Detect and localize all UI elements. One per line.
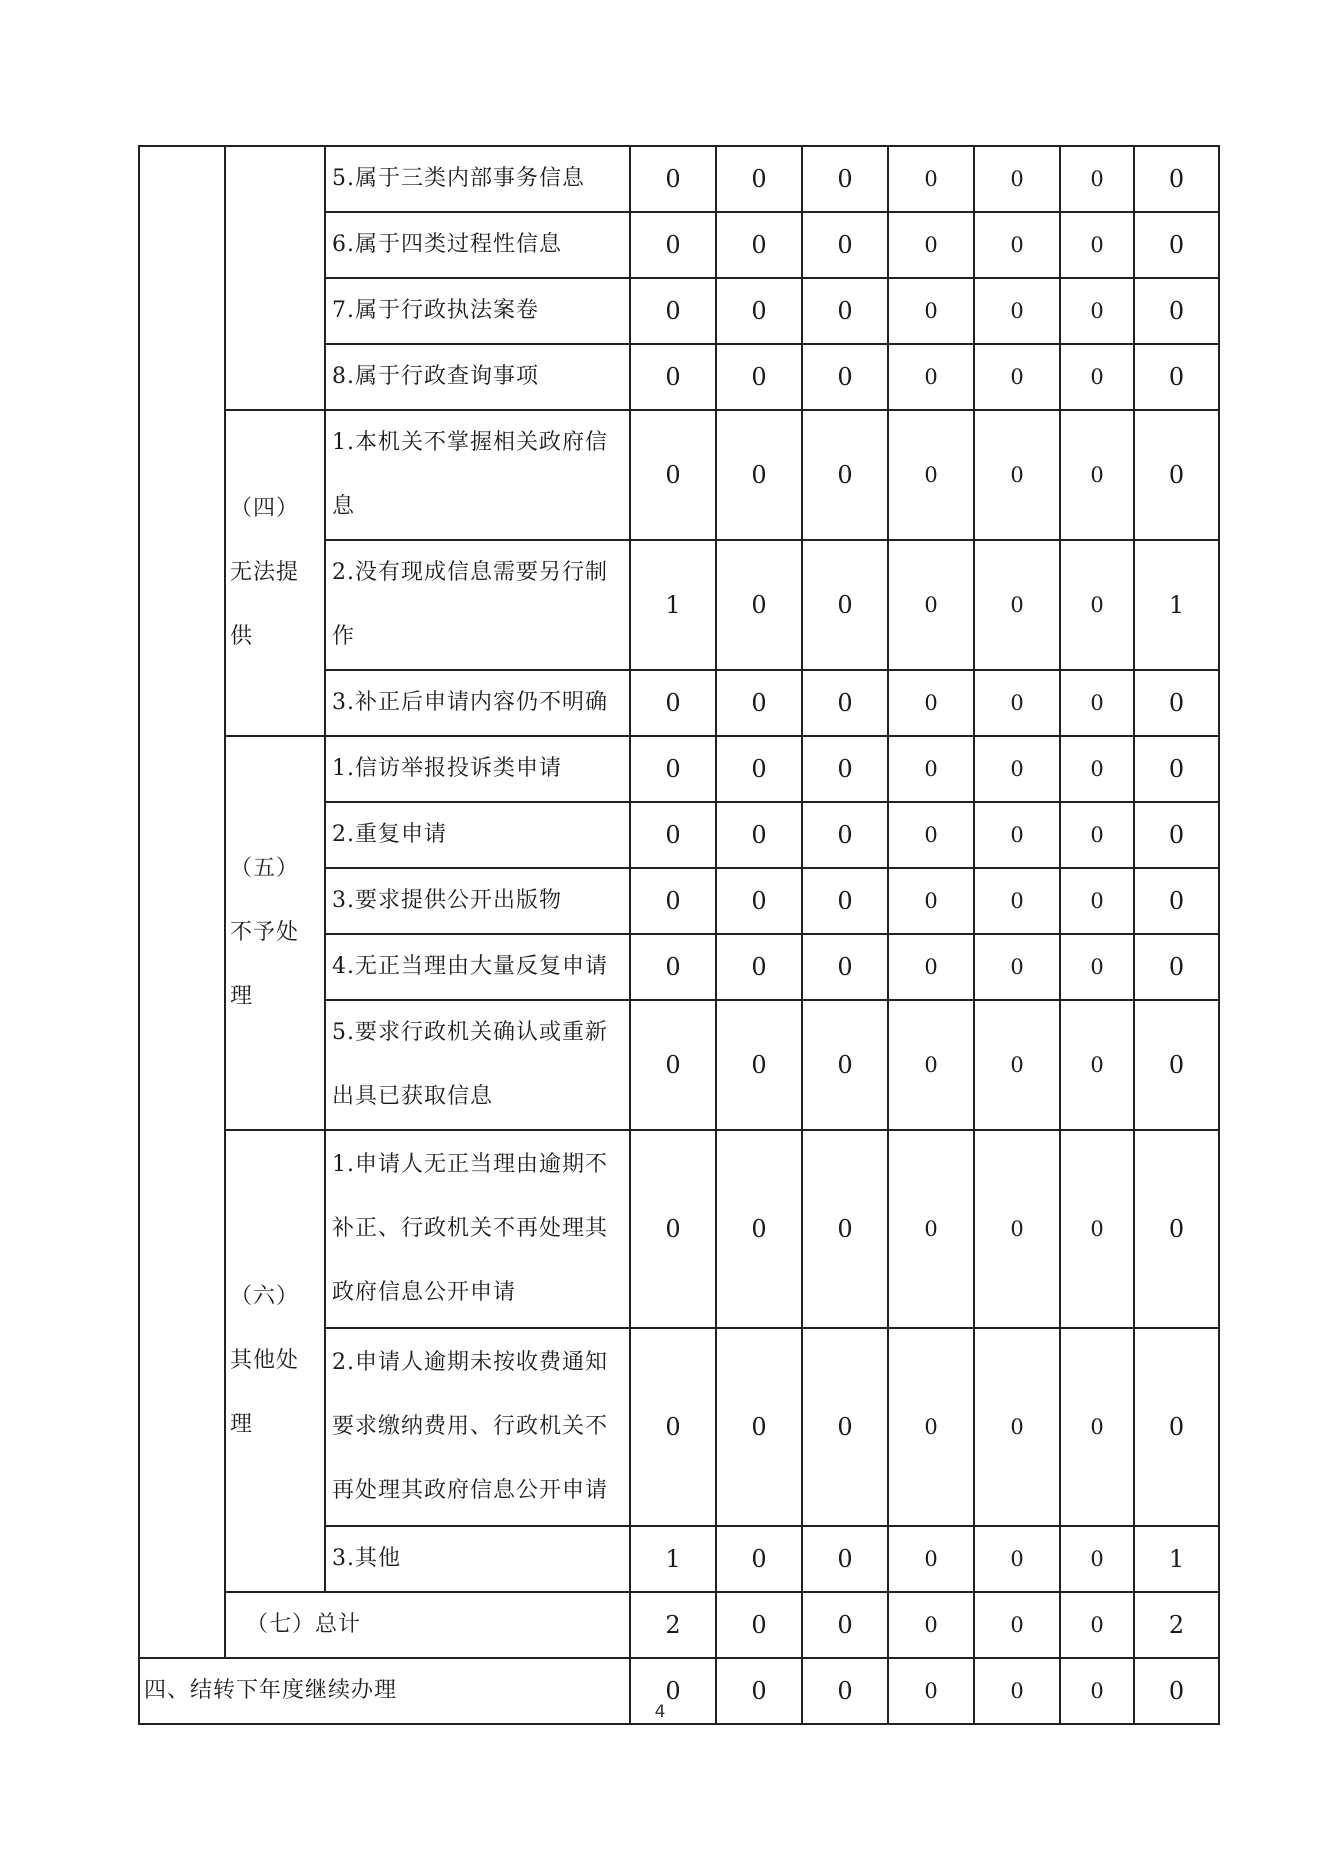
value-cell: 0 (802, 278, 888, 344)
value-cell: 0 (716, 344, 802, 410)
table-row (139, 146, 1219, 212)
outer-category-cell (139, 146, 225, 1658)
value-cell: 0 (716, 736, 802, 802)
value-cell: 0 (1060, 1000, 1134, 1130)
value-cell: 0 (974, 146, 1060, 212)
value-cell: 0 (630, 410, 716, 540)
table-row (139, 736, 1219, 802)
value-cell: 0 (630, 344, 716, 410)
value-cell: 0 (1134, 1658, 1219, 1724)
item-label: 6.属于四类过程性信息 (325, 212, 630, 278)
value-cell: 0 (888, 736, 974, 802)
value-cell: 0 (716, 540, 802, 670)
value-cell: 0 (802, 1130, 888, 1328)
category-label: （六）其他处理 (225, 1130, 325, 1592)
value-cell: 0 (974, 1658, 1060, 1724)
value-cell: 0 (630, 802, 716, 868)
value-cell: 0 (1060, 1526, 1134, 1592)
category-cell-continuation (225, 146, 325, 410)
value-cell: 0 (802, 736, 888, 802)
item-label: 2.申请人逾期未按收费通知要求缴纳费用、行政机关不再处理其政府信息公开申请 (325, 1328, 630, 1526)
value-cell: 0 (974, 410, 1060, 540)
value-cell: 0 (716, 1592, 802, 1658)
value-cell: 1 (630, 1526, 716, 1592)
category-label: （四）无法提供 (225, 410, 325, 736)
value-cell: 0 (1134, 1000, 1219, 1130)
item-label: 5.属于三类内部事务信息 (325, 146, 630, 212)
total-label: （七）总计 (225, 1592, 630, 1658)
statistics-table (138, 145, 1220, 1725)
value-cell: 0 (802, 1328, 888, 1526)
value-cell: 0 (888, 1526, 974, 1592)
value-cell: 0 (888, 868, 974, 934)
value-cell: 0 (888, 410, 974, 540)
value-cell: 0 (630, 1000, 716, 1130)
value-cell: 1 (1134, 540, 1219, 670)
value-cell: 0 (630, 1328, 716, 1526)
value-cell: 0 (888, 1658, 974, 1724)
value-cell: 0 (1134, 802, 1219, 868)
value-cell: 0 (888, 670, 974, 736)
value-cell: 0 (630, 736, 716, 802)
value-cell: 0 (1060, 1592, 1134, 1658)
value-cell: 0 (716, 1658, 802, 1724)
value-cell: 0 (1134, 670, 1219, 736)
value-cell: 0 (716, 278, 802, 344)
value-cell: 0 (630, 1658, 716, 1724)
value-cell: 0 (974, 540, 1060, 670)
value-cell: 0 (1060, 670, 1134, 736)
value-cell: 0 (974, 1130, 1060, 1328)
value-cell: 0 (974, 1328, 1060, 1526)
value-cell: 2 (1134, 1592, 1219, 1658)
value-cell: 0 (974, 1526, 1060, 1592)
item-label: 2.没有现成信息需要另行制作 (325, 540, 630, 670)
value-cell: 0 (802, 540, 888, 670)
value-cell: 0 (888, 278, 974, 344)
value-cell: 0 (630, 868, 716, 934)
value-cell: 0 (802, 868, 888, 934)
item-label: 7.属于行政执法案卷 (325, 278, 630, 344)
value-cell: 0 (716, 1000, 802, 1130)
value-cell: 0 (974, 344, 1060, 410)
value-cell: 0 (1134, 344, 1219, 410)
value-cell: 0 (1060, 146, 1134, 212)
value-cell: 0 (630, 212, 716, 278)
value-cell: 0 (888, 212, 974, 278)
item-label: 8.属于行政查询事项 (325, 344, 630, 410)
value-cell: 0 (1060, 540, 1134, 670)
value-cell: 0 (630, 934, 716, 1000)
value-cell: 0 (888, 146, 974, 212)
value-cell: 0 (1060, 1658, 1134, 1724)
value-cell: 0 (802, 410, 888, 540)
value-cell: 0 (888, 934, 974, 1000)
value-cell: 0 (888, 540, 974, 670)
value-cell: 0 (1134, 1328, 1219, 1526)
item-label: 5.要求行政机关确认或重新出具已获取信息 (325, 1000, 630, 1130)
value-cell: 0 (1134, 410, 1219, 540)
value-cell: 0 (802, 802, 888, 868)
item-label: 3.补正后申请内容仍不明确 (325, 670, 630, 736)
carryover-label: 四、结转下年度继续办理 (139, 1658, 630, 1724)
value-cell: 0 (888, 1130, 974, 1328)
value-cell: 0 (716, 212, 802, 278)
value-cell: 0 (1134, 934, 1219, 1000)
value-cell: 0 (888, 344, 974, 410)
value-cell: 0 (974, 278, 1060, 344)
value-cell: 0 (1060, 410, 1134, 540)
item-label: 4.无正当理由大量反复申请 (325, 934, 630, 1000)
value-cell: 0 (888, 1000, 974, 1130)
value-cell: 0 (1134, 278, 1219, 344)
value-cell: 0 (716, 146, 802, 212)
value-cell: 0 (716, 1328, 802, 1526)
value-cell: 0 (1134, 146, 1219, 212)
value-cell: 0 (1134, 212, 1219, 278)
value-cell: 0 (974, 736, 1060, 802)
value-cell: 0 (802, 1658, 888, 1724)
value-cell: 0 (802, 1000, 888, 1130)
item-label: 3.其他 (325, 1526, 630, 1592)
value-cell: 0 (716, 410, 802, 540)
value-cell: 0 (1134, 736, 1219, 802)
value-cell: 0 (1060, 344, 1134, 410)
page-number: 4 (654, 1702, 666, 1722)
value-cell: 0 (630, 670, 716, 736)
value-cell: 2 (630, 1592, 716, 1658)
item-label: 1.本机关不掌握相关政府信息 (325, 410, 630, 540)
value-cell: 0 (1060, 1130, 1134, 1328)
value-cell: 0 (974, 212, 1060, 278)
value-cell: 0 (974, 868, 1060, 934)
value-cell: 0 (888, 1328, 974, 1526)
value-cell: 0 (1060, 278, 1134, 344)
value-cell: 0 (1060, 212, 1134, 278)
value-cell: 0 (802, 1592, 888, 1658)
value-cell: 0 (1134, 1130, 1219, 1328)
value-cell: 0 (974, 1592, 1060, 1658)
value-cell: 0 (716, 868, 802, 934)
value-cell: 0 (716, 802, 802, 868)
item-label: 1.信访举报投诉类申请 (325, 736, 630, 802)
value-cell: 0 (1060, 802, 1134, 868)
value-cell: 0 (888, 1592, 974, 1658)
item-label: 2.重复申请 (325, 802, 630, 868)
value-cell: 0 (802, 344, 888, 410)
value-cell: 0 (1060, 868, 1134, 934)
value-cell: 0 (716, 934, 802, 1000)
value-cell: 1 (1134, 1526, 1219, 1592)
category-label: （五）不予处理 (225, 736, 325, 1130)
value-cell: 0 (974, 1000, 1060, 1130)
value-cell: 0 (1060, 934, 1134, 1000)
value-cell: 0 (974, 802, 1060, 868)
item-label: 1.申请人无正当理由逾期不补正、行政机关不再处理其政府信息公开申请 (325, 1130, 630, 1328)
value-cell: 0 (630, 146, 716, 212)
value-cell: 0 (802, 934, 888, 1000)
table-row (139, 410, 1219, 540)
item-label: 3.要求提供公开出版物 (325, 868, 630, 934)
value-cell: 0 (716, 1526, 802, 1592)
table-row (139, 1130, 1219, 1328)
value-cell: 0 (716, 670, 802, 736)
value-cell: 0 (802, 670, 888, 736)
value-cell: 0 (716, 1130, 802, 1328)
value-cell: 0 (1134, 868, 1219, 934)
total-row (139, 1592, 1219, 1658)
value-cell: 0 (974, 934, 1060, 1000)
value-cell: 0 (974, 670, 1060, 736)
value-cell: 0 (888, 802, 974, 868)
value-cell: 0 (802, 146, 888, 212)
value-cell: 0 (1060, 1328, 1134, 1526)
value-cell: 0 (1060, 736, 1134, 802)
value-cell: 0 (630, 1130, 716, 1328)
value-cell: 1 (630, 540, 716, 670)
value-cell: 0 (802, 1526, 888, 1592)
value-cell: 0 (802, 212, 888, 278)
table-body (139, 146, 1219, 1724)
value-cell: 0 (630, 278, 716, 344)
